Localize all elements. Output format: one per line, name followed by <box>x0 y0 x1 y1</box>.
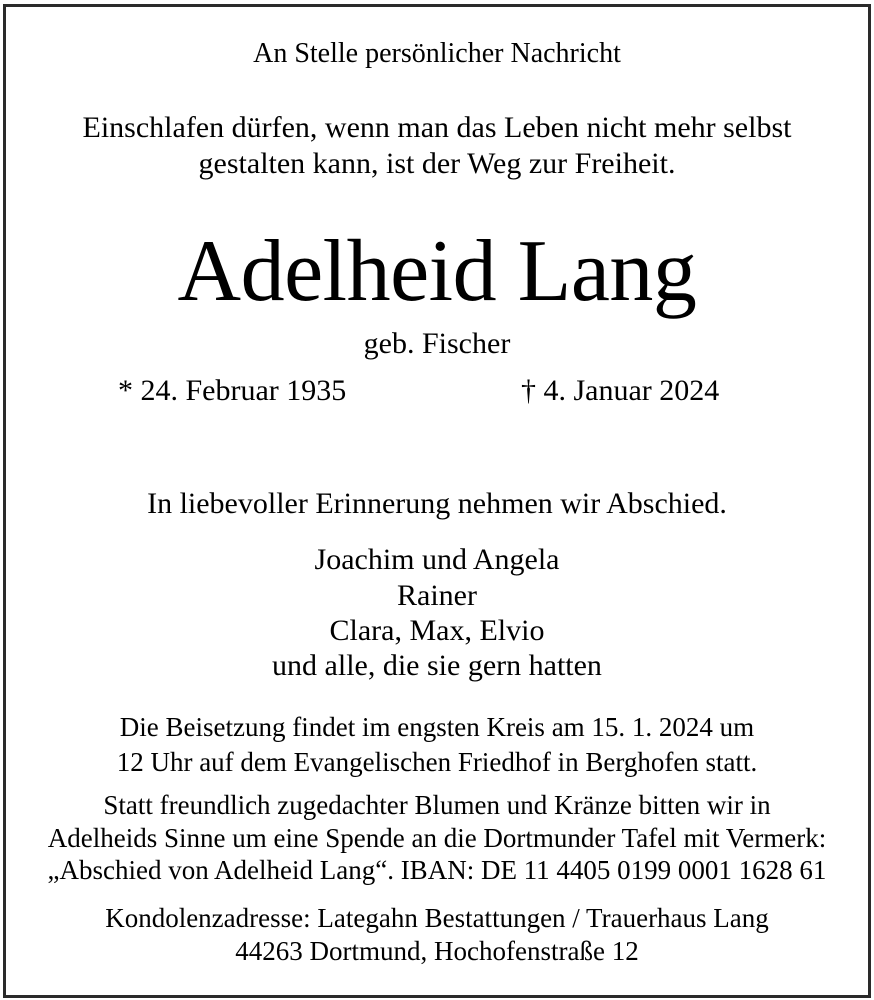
burial-line-2: 12 Uhr auf dem Evangelischen Friedhof in Berghofen statt. <box>116 747 758 777</box>
burial-line-1: Die Beisetzung findet im engsten Kreis am 15. 1. 2024 um <box>119 712 755 742</box>
deceased-name: Adelheid Lang <box>177 223 697 320</box>
header-line: An Stelle persönlicher Nachricht <box>253 38 621 69</box>
birth-date: * 24. Februar 1935 <box>118 374 347 407</box>
condolence-line-1: Kondolenzadresse: Lategahn Bestattungen / Trauerhaus Lang <box>105 903 769 933</box>
condolence-line-2: 44263 Dortmund, Hochofenstraße 12 <box>235 936 639 966</box>
donation-line-1: Statt freundlich zugedachter Blumen und Kränze bitten wir in <box>103 790 771 820</box>
mourner-2: Rainer <box>397 579 477 612</box>
donation-line-2: Adelheids Sinne um eine Spende an die Dortmunder Tafel mit Vermerk: <box>47 823 827 853</box>
donation-line-3: „Abschied von Adelheid Lang“. IBAN: DE 11 4405 0199 0001 1628 61 <box>47 855 827 885</box>
quote-line-2: gestalten kann, ist der Weg zur Freiheit. <box>198 147 676 180</box>
mourner-4: und alle, die sie gern hatten <box>272 649 602 682</box>
death-date: † 4. Januar 2024 <box>521 374 720 407</box>
mourner-3: Clara, Max, Elvio <box>329 614 545 647</box>
quote-line-1: Einschlafen dürfen, wenn man das Leben nicht mehr selbst <box>82 111 792 144</box>
farewell-line: In liebevoller Erinnerung nehmen wir Abschied. <box>147 487 727 520</box>
mourner-1: Joachim und Angela <box>314 543 560 576</box>
maiden-name: geb. Fischer <box>363 327 511 360</box>
